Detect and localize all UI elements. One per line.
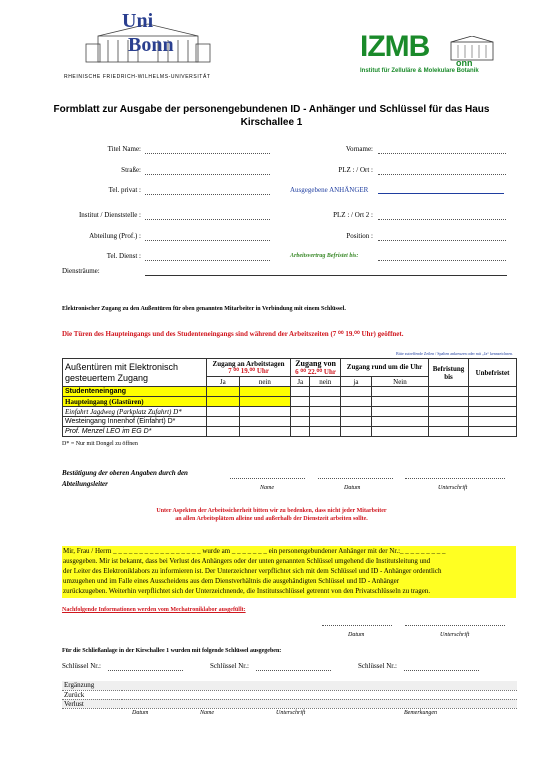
schluessel-nr-input-1[interactable] <box>108 670 183 671</box>
cell[interactable] <box>310 407 341 417</box>
cell[interactable] <box>207 387 240 397</box>
input-abteilung[interactable] <box>145 240 270 241</box>
history-col-name: Name <box>200 710 214 716</box>
schluessel-nr-input-3[interactable] <box>404 670 479 671</box>
input-ausgegebene-anhaenger[interactable] <box>378 193 504 194</box>
cell[interactable] <box>469 417 517 427</box>
cell[interactable] <box>341 387 372 397</box>
confirm-unterschrift-caption: Unterschrift <box>438 485 468 491</box>
label-tel-dienst: Tel. Dienst : <box>106 252 141 260</box>
cell[interactable] <box>341 417 372 427</box>
confirm-unterschrift-input[interactable] <box>405 478 505 479</box>
input-strasse[interactable] <box>145 174 270 175</box>
input-vorname[interactable] <box>378 153 506 154</box>
cell[interactable] <box>341 427 372 437</box>
table-sub-ja-3: ja <box>341 377 372 387</box>
logo-bonn-text: Bonn <box>128 34 174 56</box>
table-sub-ja-1: Ja <box>207 377 240 387</box>
table-row-studenteneingang: Studenteneingang <box>63 387 207 397</box>
input-plz-ort-2[interactable] <box>378 219 506 220</box>
label-plz-ort-2: PLZ : / Ort 2 : <box>333 211 373 219</box>
label-institut: Institut / Dienststelle : <box>78 211 141 219</box>
label-strasse: Straße: <box>121 166 141 174</box>
cell[interactable] <box>371 407 428 417</box>
label-arbeitsvertrag: Arbeitsvertrag Befristet bis: <box>290 253 359 259</box>
cell[interactable] <box>341 407 372 417</box>
declaration-line-5: zurückzugeben. Weiterhin verpflichtet sich der Unterzeichnende, die Institutsschlüssel getrennt von den Privatschlüsseln zu tragen. <box>63 587 431 595</box>
table-row-westeingang: Westeingang Innenhof (Einfahrt) D* <box>63 417 207 427</box>
izmb-logo <box>360 30 490 78</box>
schluessel-nr-label-1: Schlüssel Nr.: <box>62 662 101 670</box>
label-titel-name: Titel Name: <box>107 145 141 153</box>
input-tel-privat[interactable] <box>145 194 270 195</box>
table-head-doors: Außentüren mit Elektronisch gesteuertem Zugang <box>63 359 207 387</box>
confirm-datum-input[interactable] <box>318 478 393 479</box>
schluessel-nr-label-2: Schlüssel Nr.: <box>210 662 249 670</box>
logo-university-name: RHEINISCHE FRIEDRICH-WILHELMS-UNIVERSITÄT <box>64 74 211 80</box>
cell[interactable] <box>239 387 290 397</box>
history-col-unterschrift: Unterschrift <box>276 710 306 716</box>
cell[interactable] <box>291 427 310 437</box>
cell[interactable] <box>469 407 517 417</box>
table-head-befristung: Befristung bis <box>429 359 469 387</box>
schluessel-nr-input-2[interactable] <box>256 670 331 671</box>
cell[interactable] <box>239 397 290 407</box>
logo-uni-text: Uni <box>122 10 154 32</box>
table-footnote: D* = Nur mit Dongel zu öffnen <box>62 441 138 447</box>
table-sub-nein-2: nein <box>310 377 341 387</box>
cell[interactable] <box>429 427 469 437</box>
history-row-verlust: Verlust <box>62 699 122 708</box>
table-head-zugang-arbeitstage: Zugang an Arbeitstagen 7 ⁰⁰ 19.⁰⁰ Uhr <box>207 359 291 377</box>
form-title-line1: Formblatt zur Ausgabe der personengebundenen ID - Anhänger und Schlüssel für das Haus <box>53 104 490 115</box>
cell[interactable] <box>429 387 469 397</box>
input-position[interactable] <box>378 240 506 241</box>
table-head-rund-um-uhr: Zugang rund um die Uhr <box>341 359 429 377</box>
mecha-datum-caption: Datum <box>348 632 365 638</box>
history-col-bemerkungen: Bemerkungen <box>404 710 437 716</box>
cell[interactable] <box>469 397 517 407</box>
schluessel-nr-label-3: Schlüssel Nr.: <box>358 662 397 670</box>
access-table <box>62 358 517 437</box>
declaration-line-1: Mir, Frau / Herrn _ _ _ _ _ _ _ _ _ _ _ _ _ _ _ _ _ wurde am _ _ _ _ _ _ _ ein personengebundener Anhänger mit der Nr.:_ _ _ _ _ _ _ _ _ <box>63 547 446 555</box>
history-row-ergaenzung: Ergänzung <box>62 681 122 690</box>
form-title-line2: Kirschallee 1 <box>240 117 303 128</box>
label-abteilung: Abteilung (Prof.) : <box>89 232 141 240</box>
input-arbeitsvertrag[interactable] <box>378 260 506 261</box>
table-sub-nein-3: Nein <box>371 377 428 387</box>
info-elektronischer-zugang: Elektronischer Zugang zu den Außentüren für oben genannten Mitarbeiter in Verbindung mit einem Schlüssel. <box>62 306 346 312</box>
cell[interactable] <box>429 417 469 427</box>
cell[interactable] <box>122 681 517 690</box>
warning-line2: an allen Arbeitsplätzen alleine und außerhalb der Dienstzeit arbeiten sollte. <box>175 516 368 522</box>
cell[interactable] <box>310 387 341 397</box>
mecha-label: Nachfolgende Informationen werden vom Mechatroniklabor ausgefüllt: <box>62 607 246 613</box>
label-position: Position : <box>346 232 373 240</box>
cell[interactable] <box>207 407 240 417</box>
input-dienstraeume[interactable] <box>145 275 507 276</box>
cell[interactable] <box>371 397 428 407</box>
table-head-unbefristet: Unbefristet <box>469 359 517 387</box>
cell[interactable] <box>239 427 290 437</box>
table-row-einfahrt-jagdweg: Einfahrt Jagdweg (Parkplatz Zufahrt) D* <box>63 407 207 417</box>
mecha-unterschrift-caption: Unterschrift <box>440 632 470 638</box>
confirm-name-input[interactable] <box>230 478 305 479</box>
izmb-onn-text: onn <box>456 58 473 68</box>
cell[interactable] <box>291 397 310 407</box>
cell[interactable] <box>291 417 310 427</box>
table-row-prof-menzel: Prof. Menzel LEO im EG D* <box>63 427 207 437</box>
mecha-datum-input[interactable] <box>322 625 392 626</box>
cell[interactable] <box>239 407 290 417</box>
cell[interactable] <box>310 427 341 437</box>
label-tel-privat: Tel. privat : <box>108 186 141 194</box>
cell[interactable] <box>371 427 428 437</box>
cell[interactable] <box>341 397 372 407</box>
cell[interactable] <box>469 427 517 437</box>
warning-line1: Unter Aspekten der Arbeitssicherheit bitten wir zu bedenken, dass nicht jeder Mitarbeiter <box>156 508 387 514</box>
history-row-zurueck: Zurück <box>62 690 122 699</box>
confirm-name-caption: Name <box>260 485 274 491</box>
label-vorname: Vorname: <box>345 145 373 153</box>
cell[interactable] <box>207 417 240 427</box>
cell[interactable] <box>429 397 469 407</box>
cell[interactable] <box>207 427 240 437</box>
cell[interactable] <box>291 387 310 397</box>
label-ausgegebene-anhaenger: Ausgegebene ANHÄNGER <box>290 186 369 194</box>
declaration-line-4: umzugehen und im Falle eines Ausscheidens aus dem Dienstverhältnis die ausgehändigten Schlüssel und ID - Anhänger <box>63 577 400 585</box>
input-tel-dienst[interactable] <box>145 260 270 261</box>
history-table <box>62 681 517 709</box>
declaration-line-2: ausgegeben. Mir ist bekannt, dass bei Verlust des Anhängers oder der unten genannten Schlüssel umgehend die Institutsleitung und <box>63 557 431 565</box>
cell[interactable] <box>122 690 517 699</box>
confirm-label: Bestätigung der oberen Angaben durch den Abteilungsleiter <box>62 469 188 488</box>
table-sub-ja-2: Ja <box>291 377 310 387</box>
label-dienstraeume: Diensträume: <box>62 267 100 275</box>
cell[interactable] <box>429 407 469 417</box>
cell[interactable] <box>207 397 240 407</box>
label-plz-ort: PLZ : / Ort : <box>338 166 373 174</box>
table-sub-nein-1: nein <box>239 377 290 387</box>
input-institut[interactable] <box>145 219 270 220</box>
declaration-line-3: der Leiter des Elektroniklabors zu informieren ist. Der Unterzeichner verpflichtet sich mit dem Schlüssel und ID - Anhänger ordentlich <box>63 567 442 575</box>
izmb-institute-name: Institut für Zelluläre & Molekulare Botanik <box>360 68 479 74</box>
table-row-haupteingang: Haupteingang (Glastüren) <box>63 397 207 407</box>
info-tueren-geoeffnet: Die Türen des Haupteingangs und des Studenteneingangs sind während der Arbeitszeiten (7 ⁰⁰ 19.⁰⁰ Uhr) geöffnet. <box>62 330 404 338</box>
izmb-text: IZMB <box>360 30 430 63</box>
uni-bonn-logo <box>62 10 232 80</box>
table-note: Bitte zutreffende Zeilen / Spalten ankreuzen oder mit „Ja“ kennzeichnen. <box>396 351 513 356</box>
input-titel-name[interactable] <box>145 153 270 154</box>
input-plz-ort[interactable] <box>378 174 506 175</box>
mecha-unterschrift-input[interactable] <box>405 625 505 626</box>
cell[interactable] <box>122 699 517 708</box>
table-head-zugang-von: Zugang von 6 ⁰⁰ 22.⁰⁰ Uhr <box>291 359 341 377</box>
cell[interactable] <box>310 397 341 407</box>
cell[interactable] <box>371 417 428 427</box>
cell[interactable] <box>310 417 341 427</box>
cell[interactable] <box>469 387 517 397</box>
cell[interactable] <box>239 417 290 427</box>
cell[interactable] <box>371 387 428 397</box>
history-col-datum: Datum <box>132 710 149 716</box>
confirm-datum-caption: Datum <box>344 485 361 491</box>
schliess-label: Für die Schließanlage in der Kirschallee 1 wurden mit folgende Schlüssel ausgegeben: <box>62 648 282 654</box>
cell[interactable] <box>291 407 310 417</box>
